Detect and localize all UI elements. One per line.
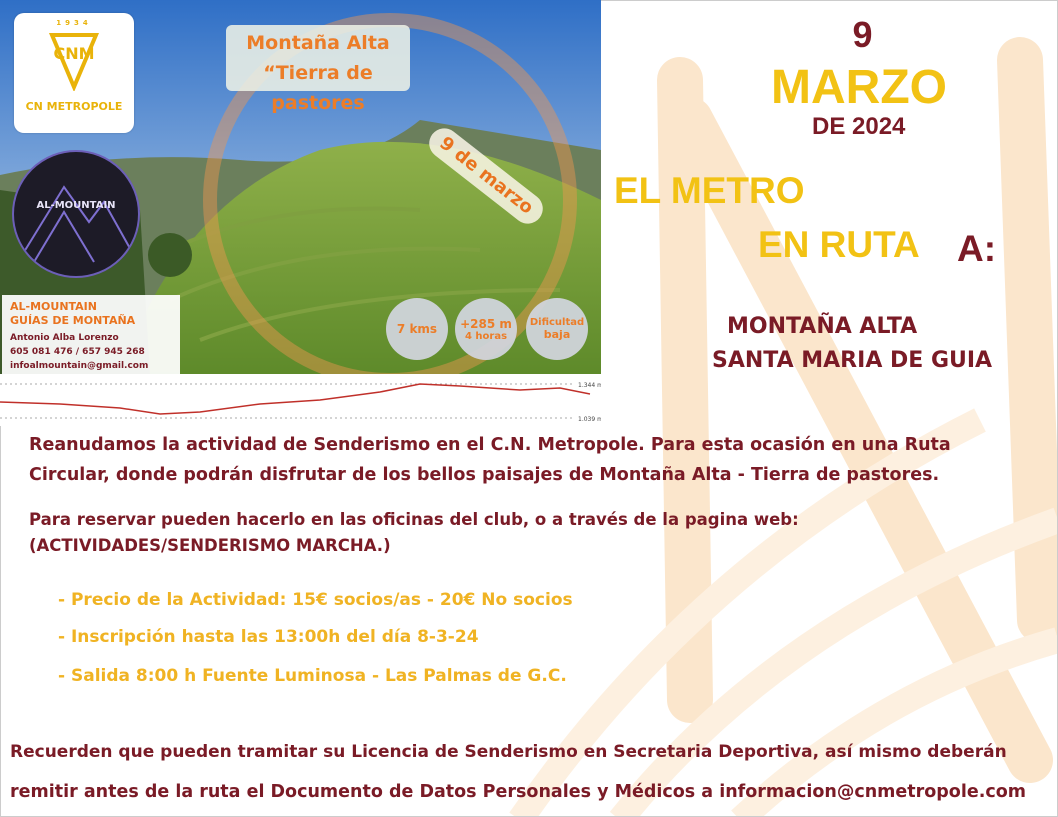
profile-max-label: 1.344 m (578, 382, 601, 389)
elevation-profile (0, 374, 601, 426)
destination-line1: MONTAÑA ALTA (727, 314, 918, 339)
detail-registration: - Inscripción hasta las 13:00h del día 8-3-24 (58, 627, 479, 647)
heading-suffix: A: (957, 228, 997, 269)
mountain-icon (14, 152, 138, 276)
stat-elevation: +285 m 4 horas (455, 298, 517, 360)
footer-line2: remitir antes de la ruta el Documento de Datos Personales y Médicos a informacion@cnmetropole.com (10, 782, 1026, 802)
destination-line2: SANTA MARIA DE GUIA (712, 348, 993, 373)
date-tag: 9 de marzo (423, 122, 549, 229)
intro-line2: Circular, donde podrán disfrutar de los bellos paisajes de Montaña Alta - Tierra de pastores. (29, 465, 940, 485)
date-year: DE 2024 (812, 113, 906, 140)
elevation-chart (0, 374, 601, 426)
club-logo: 1934 CNM CN METROPOLE (14, 13, 134, 133)
stat-difficulty: Dificultad baja (526, 298, 588, 360)
booking-line2: (ACTIVIDADES/SENDERISMO MARCHA.) (29, 536, 391, 555)
route-title-line1: Montaña Alta (246, 32, 390, 54)
profile-min-label: 1.039 m (578, 416, 601, 423)
detail-price: - Precio de la Actividad: 15€ socios/as - 20€ No socios (58, 590, 573, 610)
hero-photo (0, 0, 601, 374)
intro-line1: Reanudamos la actividad de Senderismo en el C.N. Metropole. Para esta ocasión en una Ruta (29, 435, 951, 455)
heading-line1: EL METRO (614, 170, 805, 211)
guide-contact-box: AL-MOUNTAIN GUÍAS DE MONTAÑA Antonio Alba Lorenzo 605 081 476 / 657 945 268 infoalmountain@gmail.com (2, 295, 180, 374)
footer-line1: Recuerden que pueden tramitar su Licencia de Senderismo en Secretaria Deportiva, así mismo deberán (10, 742, 1007, 762)
stat-distance: 7 kms (386, 298, 448, 360)
booking-line1: Para reservar pueden hacerlo en las oficinas del club, o a través de la pagina web: (29, 510, 799, 529)
heading-line2: EN RUTA (758, 224, 920, 265)
detail-departure: - Salida 8:00 h Fuente Luminosa - Las Palmas de G.C. (58, 666, 567, 686)
route-title-line2: “Tierra de pastores (263, 62, 373, 114)
date-month: MARZO (771, 61, 947, 114)
date-day: 9 (852, 14, 873, 55)
guide-logo: AL-MOUNTAIN (12, 150, 140, 278)
club-monogram: CNM (53, 44, 95, 63)
